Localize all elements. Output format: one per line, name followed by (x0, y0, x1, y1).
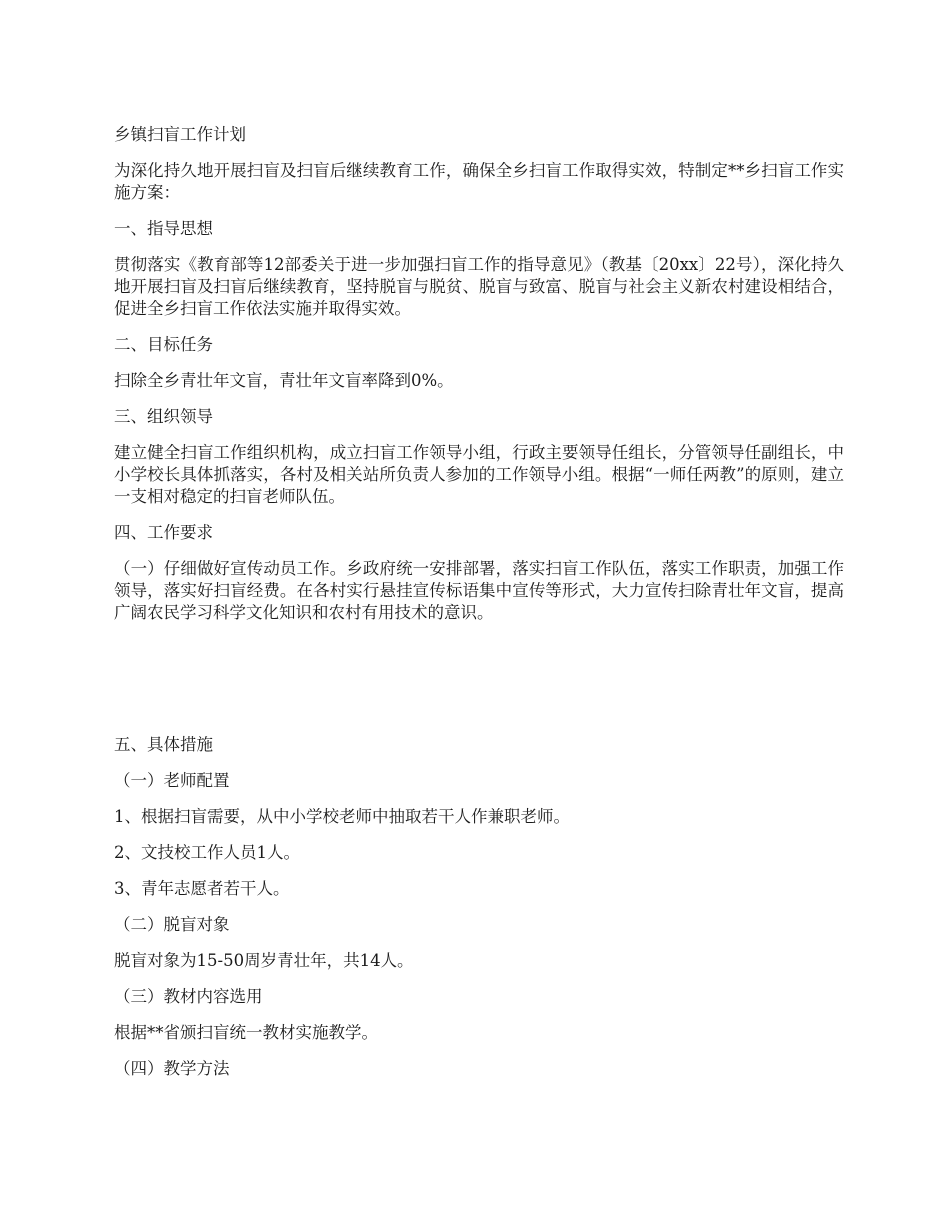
section-body-goals: 扫除全乡青壮年文盲，青壮年文盲率降到0%。 (114, 371, 454, 390)
document-page (114, 124, 844, 1094)
section-body-requirements: （一）仔细做好宣传动员工作。乡政府统一安排部署，落实扫盲工作队伍，落实工作职责，加强工作领导，落实好扫盲经费。在各村实行悬挂宣传标语集中宣传等形式，大力宣传扫除青壮年文盲，提高广阔农民学习科学文化知识和农村有用技术的意识。 (114, 559, 844, 622)
subheading-teacher-allocation: （一）老师配置 (114, 771, 230, 790)
list-item: 2、文技校工作人员1人。 (114, 843, 300, 862)
section-heading-organization: 三、组织领导 (114, 407, 213, 426)
intro-paragraph: 为深化持久地开展扫盲及扫盲后继续教育工作，确保全乡扫盲工作取得实效，特制定**乡扫盲工作实施方案： (114, 161, 844, 202)
body-teaching-materials: 根据**省颁扫盲统一教材实施教学。 (114, 1023, 378, 1042)
section-heading-measures: 五、具体措施 (114, 735, 213, 754)
section-body-guiding-ideology: 贯彻落实《教育部等12部委关于进一步加强扫盲工作的指导意见》（教基〔20xx〕22号），深化持久地开展扫盲及扫盲后继续教育，坚持脱盲与脱贫、脱盲与致富、脱盲与社会主义新农村建设相结合，促进全乡扫盲工作依法实施并取得实效。 (114, 255, 844, 318)
body-literacy-targets: 脱盲对象为15-50周岁青壮年，共14人。 (114, 951, 414, 970)
section-heading-requirements: 四、工作要求 (114, 523, 213, 542)
section-heading-goals: 二、目标任务 (114, 335, 213, 354)
section-body-organization: 建立健全扫盲工作组织机构，成立扫盲工作领导小组，行政主要领导任组长，分管领导任副组长，中小学校长具体抓落实，各村及相关站所负责人参加的工作领导小组。根据“一师任两教”的原则，建立一支相对稳定的扫盲老师队伍。 (114, 443, 844, 506)
subheading-teaching-materials: （三）教材内容选用 (114, 987, 263, 1006)
subheading-teaching-methods: （四）教学方法 (114, 1059, 230, 1078)
document-title: 乡镇扫盲工作计划 (114, 125, 246, 144)
section-heading-guiding-ideology: 一、指导思想 (114, 219, 213, 238)
list-item: 3、青年志愿者若干人。 (114, 879, 290, 898)
subheading-literacy-targets: （二）脱盲对象 (114, 915, 230, 934)
page-gap (114, 638, 844, 734)
list-item: 1、根据扫盲需要，从中小学校老师中抽取若干人作兼职老师。 (114, 807, 570, 826)
